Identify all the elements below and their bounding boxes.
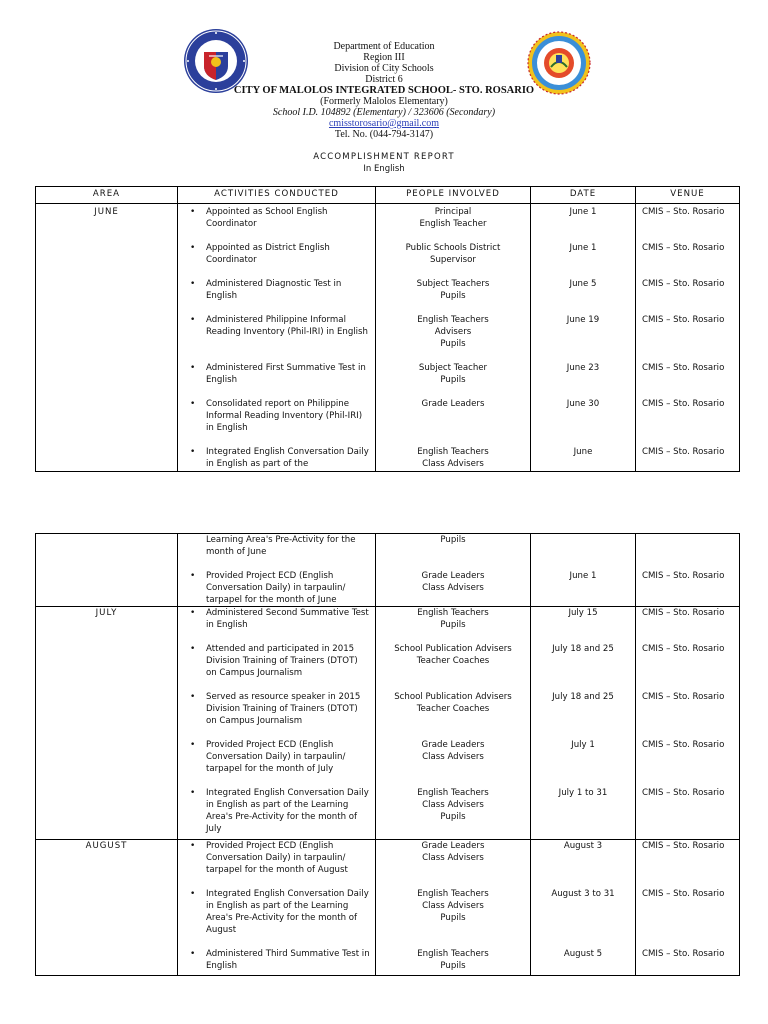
venue-entry: CMIS – Sto. Rosario (642, 889, 725, 899)
division-line: Division of City Schools (334, 63, 434, 74)
people-entry: Subject Teacher (418, 363, 488, 373)
people-cell (376, 534, 531, 607)
people-entry: Pupils (440, 812, 466, 822)
list-item: • Administered Second Summative Test in English (178, 607, 375, 643)
date-entry: June 5 (569, 279, 597, 289)
date-entry: June 19 (566, 315, 600, 325)
people-cell (376, 840, 531, 976)
date-cell (531, 607, 636, 840)
table-header-row (36, 187, 740, 204)
letterhead (200, 41, 568, 140)
venue-entry: CMIS – Sto. Rosario (642, 841, 725, 851)
list-item: • Appointed as District English Coordinator (178, 242, 375, 278)
people-cell (376, 204, 531, 472)
list-item: • Provided Project ECD (English Conversation Daily) in tarpaulin/ tarpapel for the month of June (178, 570, 375, 606)
venue-entry: CMIS – Sto. Rosario (642, 279, 725, 289)
people-entry: Pupils (440, 291, 466, 301)
venue-entry: CMIS – Sto. Rosario (642, 571, 725, 581)
continued-activity: Learning Area's Pre-Activity for the month of June (206, 535, 356, 557)
report-title: ACCOMPLISHMENT REPORT (313, 152, 455, 162)
date-cell (531, 840, 636, 976)
venue-cell (636, 607, 740, 840)
date-entry: June 30 (566, 399, 600, 409)
people-entry: School Publication Advisers (394, 692, 512, 702)
people-entry: English Teachers (417, 889, 489, 899)
list-item: • Administered First Summative Test in English (178, 362, 375, 398)
column-header-venue: VENUE (636, 187, 740, 204)
date-entry: July 1 to 31 (558, 788, 608, 798)
date-entry: July 18 and 25 (552, 692, 614, 702)
venue-entry: CMIS – Sto. Rosario (642, 644, 725, 654)
date-cell (531, 534, 636, 607)
date-cell (531, 204, 636, 472)
people-entry: School Publication Advisers (394, 644, 512, 654)
region-line: Region III (363, 52, 405, 63)
list-item: • Provided Project ECD (English Conversation Daily) in tarpaulin/ tarpapel for the month of August (178, 840, 375, 888)
formerly-line: (Formerly Malolos Elementary) (320, 96, 448, 107)
date-entry: June 23 (566, 363, 600, 373)
people-entry: Class Advisers (422, 853, 484, 863)
list-item: • Administered Philippine Informal Reading Inventory (Phil-IRI) in English (178, 314, 375, 362)
table-row (36, 534, 740, 607)
list-item: • Attended and participated in 2015 Division Training of Trainers (DTOT) on Campus Journalism (178, 643, 375, 691)
list-item: • Administered Third Summative Test in English (178, 948, 375, 972)
column-header-area: AREA (36, 187, 178, 204)
people-entry: Class Advisers (422, 901, 484, 911)
venue-entry: CMIS – Sto. Rosario (642, 363, 725, 373)
venue-entry: CMIS – Sto. Rosario (642, 788, 725, 798)
table-row (36, 840, 740, 976)
date-entry: June 1 (569, 207, 597, 217)
telephone-line: Tel. No. (044-794-3147) (334, 129, 434, 140)
table-row (36, 204, 740, 472)
venue-entry: CMIS – Sto. Rosario (642, 949, 725, 959)
people-entry: Grade Leaders (421, 740, 485, 750)
list-item: • Integrated English Conversation Daily in English as part of the Learning Area's Pre-Activity for the month of August (178, 888, 375, 948)
people-cell (376, 607, 531, 840)
people-entry: Grade Leaders (421, 571, 485, 581)
venue-entry: CMIS – Sto. Rosario (642, 243, 725, 253)
people-entry: Supervisor (430, 255, 476, 265)
report-title-block (0, 151, 768, 175)
people-entry: English Teachers (417, 315, 489, 325)
accomplishment-table-page2 (35, 533, 740, 976)
people-entry: Teacher Coaches (416, 656, 490, 666)
table-row (36, 607, 740, 840)
column-header-activities: ACTIVITIES CONDUCTED (178, 187, 376, 204)
people-entry: English Teachers (417, 447, 489, 457)
department-line: Department of Education (333, 41, 435, 52)
list-item: • Administered Diagnostic Test in English (178, 278, 375, 314)
list-item: • Integrated English Conversation Daily in English as part of the Learning Area's Pre-Activity for the month of July (178, 787, 375, 835)
people-entry: Teacher Coaches (416, 704, 490, 714)
people-entry: Pupils (440, 535, 466, 545)
people-entry: Principal (434, 207, 472, 217)
venue-entry: CMIS – Sto. Rosario (642, 692, 725, 702)
list-item: • Consolidated report on Philippine Informal Reading Inventory (Phil-IRI) in English (178, 398, 375, 446)
area-july: JULY (36, 607, 178, 840)
column-header-people: PEOPLE INVOLVED (376, 187, 531, 204)
people-entry: Pupils (440, 620, 466, 630)
activities-cell (178, 607, 376, 840)
list-item: • Provided Project ECD (English Conversation Daily) in tarpaulin/ tarpapel for the month of July (178, 739, 375, 787)
venue-cell (636, 840, 740, 976)
date-entry: August 5 (563, 949, 603, 959)
people-entry: Class Advisers (422, 583, 484, 593)
school-id-line: School I.D. 104892 (Elementary) / 323606 (Secondary) (272, 107, 496, 118)
people-entry: Pupils (440, 339, 466, 349)
report-subtitle: In English (363, 164, 405, 174)
list-item: • Appointed as School English Coordinator (178, 206, 375, 242)
email-link[interactable]: cmisstorosario@gmail.com (328, 118, 440, 129)
column-header-date: DATE (531, 187, 636, 204)
date-entry: July 18 and 25 (552, 644, 614, 654)
date-entry: June 1 (569, 243, 597, 253)
venue-entry: CMIS – Sto. Rosario (642, 315, 725, 325)
date-entry: June 1 (569, 571, 597, 581)
area-august: AUGUST (36, 840, 178, 976)
people-entry: Class Advisers (422, 800, 484, 810)
people-entry: Grade Leaders (421, 841, 485, 851)
people-entry: Pupils (440, 913, 466, 923)
people-entry: English Teachers (417, 949, 489, 959)
activities-cell (178, 840, 376, 976)
people-entry: English Teachers (417, 788, 489, 798)
venue-entry: CMIS – Sto. Rosario (642, 207, 725, 217)
date-entry: July 15 (568, 608, 598, 618)
area-empty (36, 534, 178, 607)
venue-entry: CMIS – Sto. Rosario (642, 608, 725, 618)
date-entry: August 3 to 31 (551, 889, 615, 899)
district-line: District 6 (365, 74, 403, 85)
venue-cell (636, 204, 740, 472)
activities-cell (178, 534, 376, 607)
venue-cell (636, 534, 740, 607)
area-june: JUNE (36, 204, 178, 472)
venue-entry: CMIS – Sto. Rosario (642, 740, 725, 750)
people-entry: Subject Teachers (416, 279, 490, 289)
people-entry: Advisers (434, 327, 472, 337)
list-item: • Integrated English Conversation Daily in English as part of the (178, 446, 375, 470)
people-entry: Pupils (440, 375, 466, 385)
venue-entry: CMIS – Sto. Rosario (642, 447, 725, 457)
school-name: CITY OF MALOLOS INTEGRATED SCHOOL- STO. ROSARIO (233, 85, 535, 96)
accomplishment-table-page1 (35, 186, 740, 472)
people-entry: Pupils (440, 961, 466, 971)
people-entry: Public Schools District (405, 243, 501, 253)
people-entry: English Teachers (417, 608, 489, 618)
people-entry: Class Advisers (422, 459, 484, 469)
people-entry: Grade Leaders (421, 399, 485, 409)
activities-cell (178, 204, 376, 472)
list-item: • Served as resource speaker in 2015 Division Training of Trainers (DTOT) on Campus Journalism (178, 691, 375, 739)
date-entry: June (573, 447, 593, 457)
date-entry: August 3 (563, 841, 603, 851)
venue-entry: CMIS – Sto. Rosario (642, 399, 725, 409)
people-entry: Class Advisers (422, 752, 484, 762)
date-entry: July 1 (571, 740, 595, 750)
people-entry: English Teacher (419, 219, 487, 229)
